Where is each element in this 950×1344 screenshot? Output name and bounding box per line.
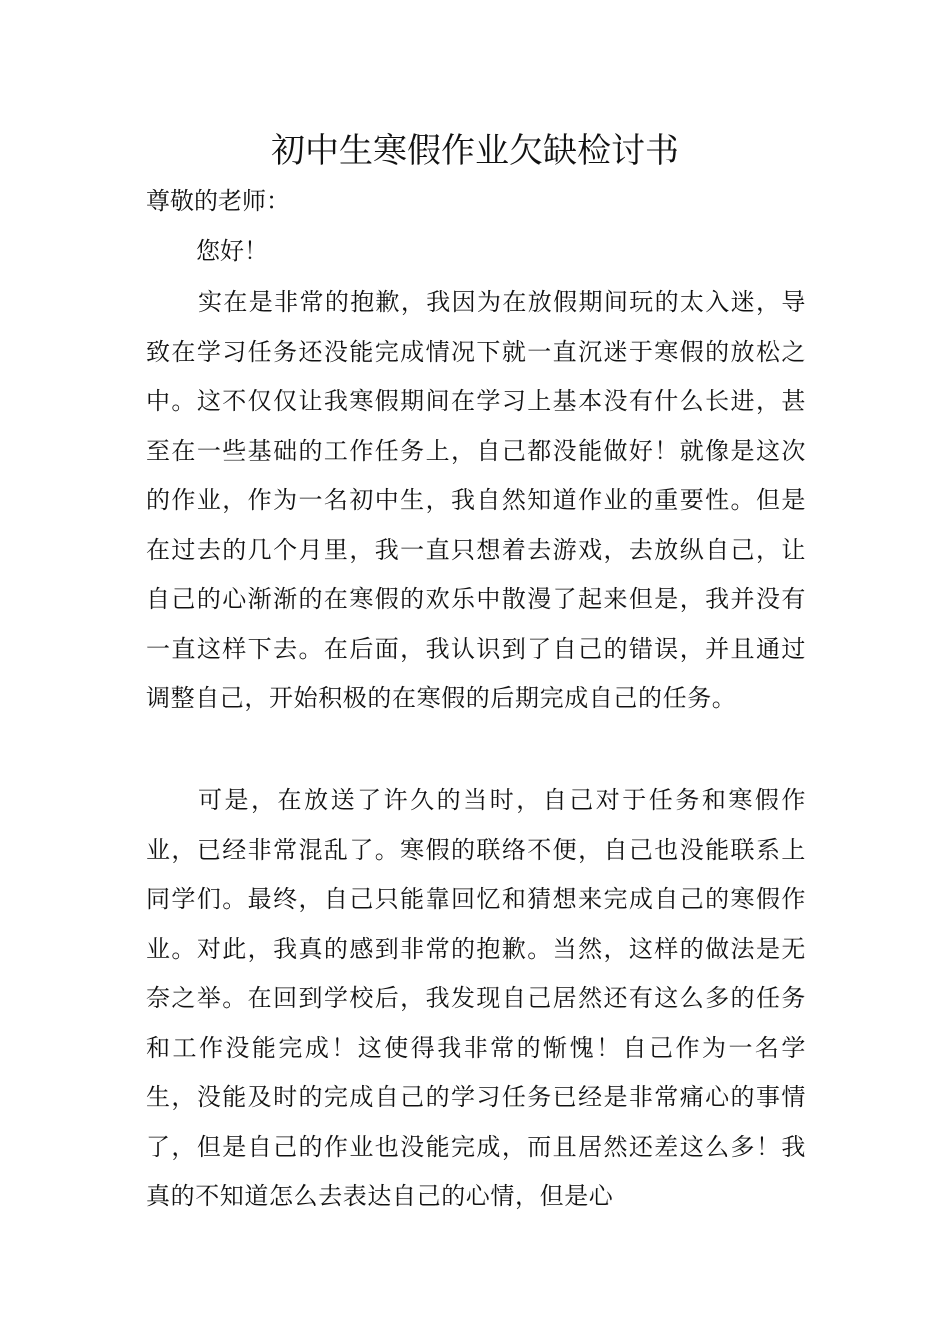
greeting: 您好！ <box>196 237 268 265</box>
body-paragraph: 实在是非常的抱歉，我因为在放假期间玩的太入迷，导致在学习任务还没能完成情况下就一直沉迷于寒假的放松之中。这不仅仅让我寒假期间在学习上基本没有什么长进，甚至在一些基础的工作任务上，自己都没能做好！就像是这次的作业，作为一名初中生，我自然知道作业的重要性。但是在过去的几个月里，我一直只想着去游戏，去放纵自己，让自己的心渐渐的在寒假的欢乐中散漫了起来但是，我并没有一直这样下去。在后面，我认识到了自己的错误，并且通过调整自己，开始积极的在寒假的后期完成自己的任务。 <box>146 288 806 712</box>
body-paragraph-1-block <box>146 278 806 724</box>
body-paragraph-2-block <box>146 776 806 1222</box>
salutation: 尊敬的老师： <box>146 187 290 215</box>
body-paragraph: 可是，在放送了许久的当时，自己对于任务和寒假作业，已经非常混乱了。寒假的联络不便，自己也没能联系上同学们。最终，自己只能靠回忆和猜想来完成自己的寒假作业。对此，我真的感到非常的抱歉。当然，这样的做法是无奈之举。在回到学校后，我发现自己居然还有这么多的任务和工作没能完成！这使得我非常的惭愧！自己作为一名学生，没能及时的完成自己的学习任务已经是非常痛心的事情了，但是自己的作业也没能完成，而且居然还差这么多！我真的不知道怎么去表达自己的心情，但是心 <box>146 786 806 1210</box>
document-title: 初中生寒假作业欠缺检讨书 <box>271 131 679 171</box>
